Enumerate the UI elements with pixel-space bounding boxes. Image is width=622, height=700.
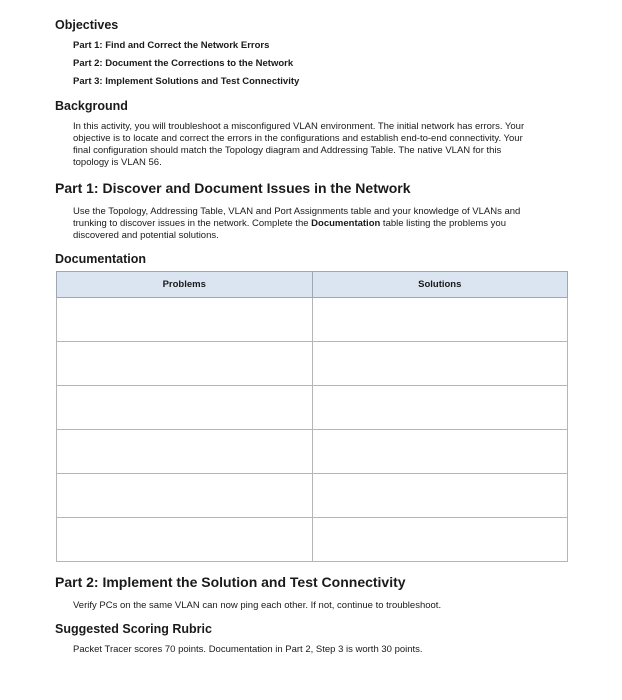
problems-column-header: Problems [57, 272, 313, 298]
table-row [57, 518, 568, 562]
part1-line2-post: table listing the problems you [380, 218, 506, 229]
solution-cell[interactable] [312, 386, 568, 430]
part1-heading: Part 1: Discover and Document Issues in the Network [55, 180, 411, 196]
background-heading: Background [55, 99, 128, 113]
table-row [57, 298, 568, 342]
background-line: objective is to locate and correct the errors in the configurations and establish end-to-end connectivity. Your [73, 133, 523, 144]
part2-text: Verify PCs on the same VLAN can now ping each other. If not, continue to troubleshoot. [73, 600, 442, 611]
objective-item: Part 1: Find and Correct the Network Errors [73, 40, 270, 51]
solution-cell[interactable] [312, 474, 568, 518]
table-header-row [57, 272, 568, 298]
solution-cell[interactable] [312, 518, 568, 562]
problem-cell[interactable] [57, 386, 313, 430]
table-row [57, 474, 568, 518]
problem-cell[interactable] [57, 430, 313, 474]
objectives-heading: Objectives [55, 18, 119, 32]
part1-line2-pre: trunking to discover issues in the network. Complete the [73, 218, 312, 229]
background-line: topology is VLAN 56. [73, 157, 162, 168]
problem-cell[interactable] [57, 342, 313, 386]
documentation-heading: Documentation [55, 252, 146, 266]
background-line: In this activity, you will troubleshoot a misconfigured VLAN environment. The initial network has errors. Your [73, 121, 525, 132]
part1-line: Use the Topology, Addressing Table, VLAN and Port Assignments table and your knowledge of VLANs and [73, 206, 521, 217]
solution-cell[interactable] [312, 298, 568, 342]
part2-heading: Part 2: Implement the Solution and Test Connectivity [55, 574, 406, 590]
part1-line: discovered and potential solutions. [73, 230, 219, 241]
documentation-table [56, 271, 568, 562]
table-row [57, 386, 568, 430]
solutions-column-header: Solutions [312, 272, 568, 298]
problem-cell[interactable] [57, 518, 313, 562]
solution-cell[interactable] [312, 342, 568, 386]
problem-cell[interactable] [57, 298, 313, 342]
documentation-ref: Documentation [311, 218, 381, 229]
background-line: final configuration should match the Topology diagram and Addressing Table. The native VLAN for this [73, 145, 502, 156]
part1-line [73, 218, 506, 229]
table-row [57, 342, 568, 386]
solution-cell[interactable] [312, 430, 568, 474]
rubric-heading: Suggested Scoring Rubric [55, 622, 212, 636]
objective-item: Part 2: Document the Corrections to the Network [73, 58, 294, 69]
objective-item: Part 3: Implement Solutions and Test Connectivity [73, 76, 300, 87]
table-row [57, 430, 568, 474]
problem-cell[interactable] [57, 474, 313, 518]
rubric-text: Packet Tracer scores 70 points. Documentation in Part 2, Step 3 is worth 30 points. [73, 644, 423, 655]
